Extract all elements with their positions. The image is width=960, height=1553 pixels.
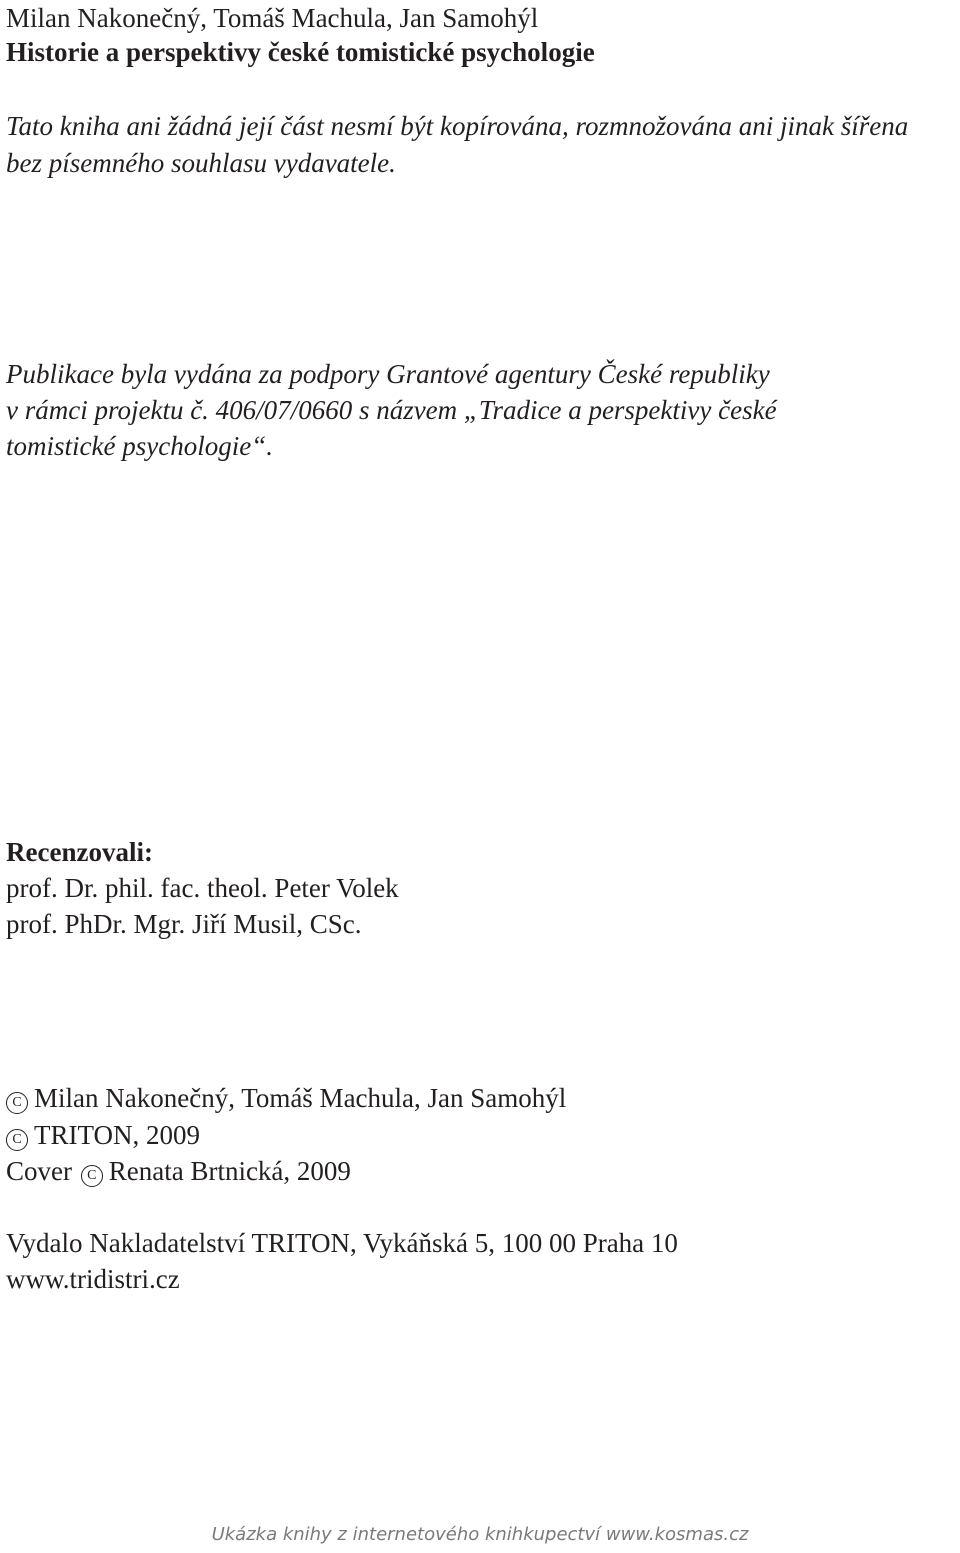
- cover-label: Cover: [6, 1156, 72, 1186]
- reviewer-name: prof. PhDr. Mgr. Jiří Musil, CSc.: [6, 909, 362, 939]
- reviewer-name: prof. Dr. phil. fac. theol. Peter Volek: [6, 873, 399, 903]
- publisher-address: Vydalo Nakladatelství TRITON, Vykáňská 5, 100 00 Praha 10: [6, 1228, 678, 1258]
- cover-author: Renata Brtnická, 2009: [108, 1156, 351, 1186]
- copyright-notice-line-2: bez písemného souhlasu vydavatele.: [6, 148, 396, 178]
- copyright-icon: C: [81, 1165, 103, 1187]
- grant-notice-line-2: v rámci projektu č. 406/07/0660 s názvem „Tradice a perspektivy české: [6, 395, 777, 425]
- copyright-authors-line: [6, 1080, 566, 1116]
- copyright-cover-line: [6, 1153, 351, 1189]
- copyright-notice-line-1: Tato kniha ani žádná její část nesmí být kopírována, rozmnožována ani jinak šířena: [6, 111, 909, 141]
- copyright-icon: C: [6, 1129, 28, 1151]
- footer-watermark: Ukázka knihy z internetového knihkupectví www.kosmas.cz: [211, 1524, 749, 1545]
- copyright-icon: C: [6, 1092, 28, 1114]
- grant-notice-line-3: tomistické psychologie“.: [6, 431, 273, 461]
- copyright-authors: Milan Nakonečný, Tomáš Machula, Jan Samohýl: [34, 1083, 567, 1113]
- authors-line: Milan Nakonečný, Tomáš Machula, Jan Samohýl: [6, 3, 539, 33]
- book-title: Historie a perspektivy české tomistické psychologie: [6, 37, 595, 67]
- reviewers-heading: Recenzovali:: [6, 837, 153, 867]
- copyright-publisher: TRITON, 2009: [34, 1120, 200, 1150]
- copyright-publisher-line: [6, 1117, 200, 1153]
- publisher-website: www.tridistri.cz: [6, 1264, 180, 1294]
- grant-notice-line-1: Publikace byla vydána za podpory Grantové agentury České republiky: [6, 359, 770, 389]
